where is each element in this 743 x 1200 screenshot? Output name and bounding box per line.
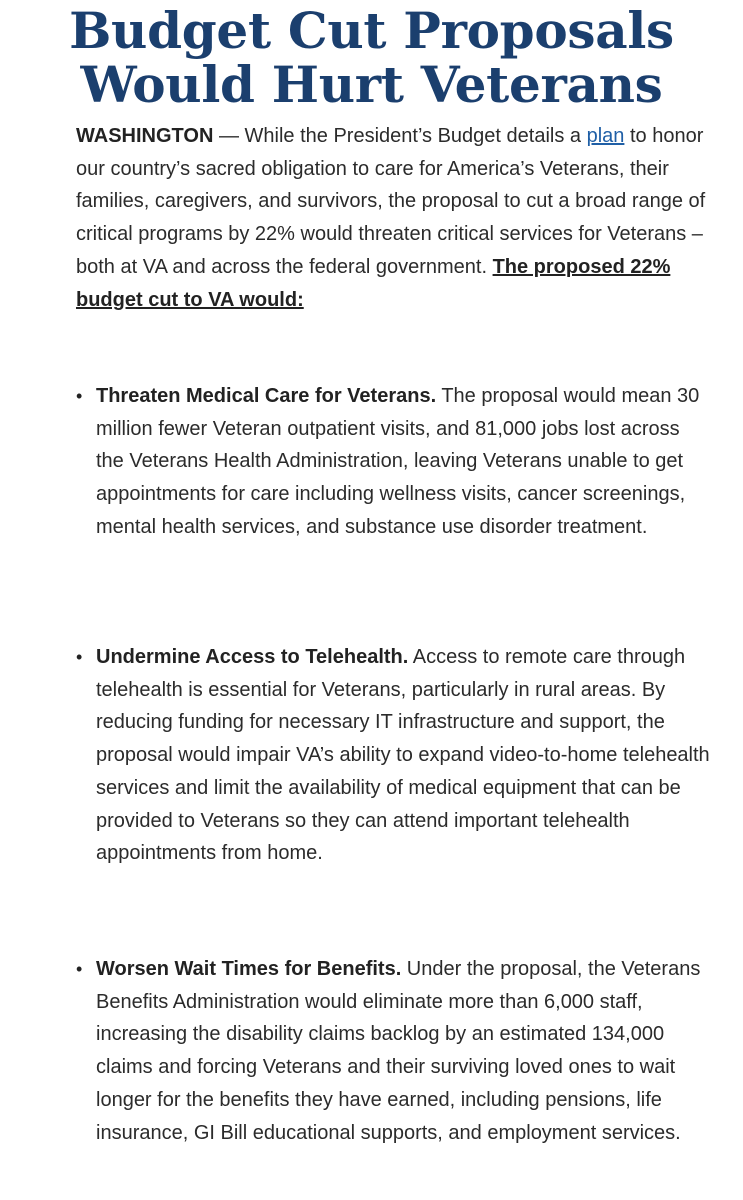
intro-text-1: — While the President’s Budget details a	[213, 125, 587, 147]
list-item	[76, 953, 712, 1149]
intro-paragraph	[76, 120, 716, 316]
item-body: Access to remote care through telehealth is essential for Veterans, particularly in rural areas. By reducing funding for necessary IT infrastructure and support, the proposal would impair VA’s ability to expand video-to-home telehealth services and limit the availability of medical equipment that can be provided to Veterans so they can attend important telehealth appointments from home.	[96, 646, 710, 865]
bullet-icon: •	[76, 386, 83, 406]
intro-text-2: to honor our country’s sacred obligation to care for America’s Veterans, their families, caregivers, and survivors, the proposal to cut a broad range of critical programs by 22% would threaten critical services for Veterans – both at VA and across the federal government.	[76, 125, 706, 278]
plan-link[interactable]: plan	[586, 125, 625, 147]
item-heading: Threaten Medical Care for Veterans.	[96, 385, 437, 407]
dateline: WASHINGTON	[76, 125, 214, 147]
lead-in-text: The proposed 22% budget cut to VA would:	[76, 255, 671, 311]
item-heading: Undermine Access to Telehealth.	[96, 646, 409, 668]
list-item	[76, 641, 712, 870]
item-heading: Worsen Wait Times for Benefits.	[96, 958, 402, 980]
list-item	[76, 380, 712, 544]
bullet-icon: •	[76, 647, 83, 667]
item-body: The proposal would mean 30 million fewer Veteran outpatient visits, and 81,000 jobs lost across the Veterans Health Administration, leaving Veterans unable to get appointments for care including wellness visits, cancer screenings, mental health services, and substance use disorder treatment.	[96, 385, 700, 538]
bullet-icon: •	[76, 959, 83, 979]
item-body: Under the proposal, the Veterans Benefits Administration would eliminate more than 6,000 staff, increasing the disability claims backlog by an estimated 134,000 claims and forcing Veterans and their surviving loved ones to wait longer for the benefits they have earned, including pensions, life insurance, GI Bill educational supports, and employment services.	[96, 958, 701, 1144]
article-title: Budget Cut Proposals Would Hurt Veterans	[69, 1, 674, 114]
